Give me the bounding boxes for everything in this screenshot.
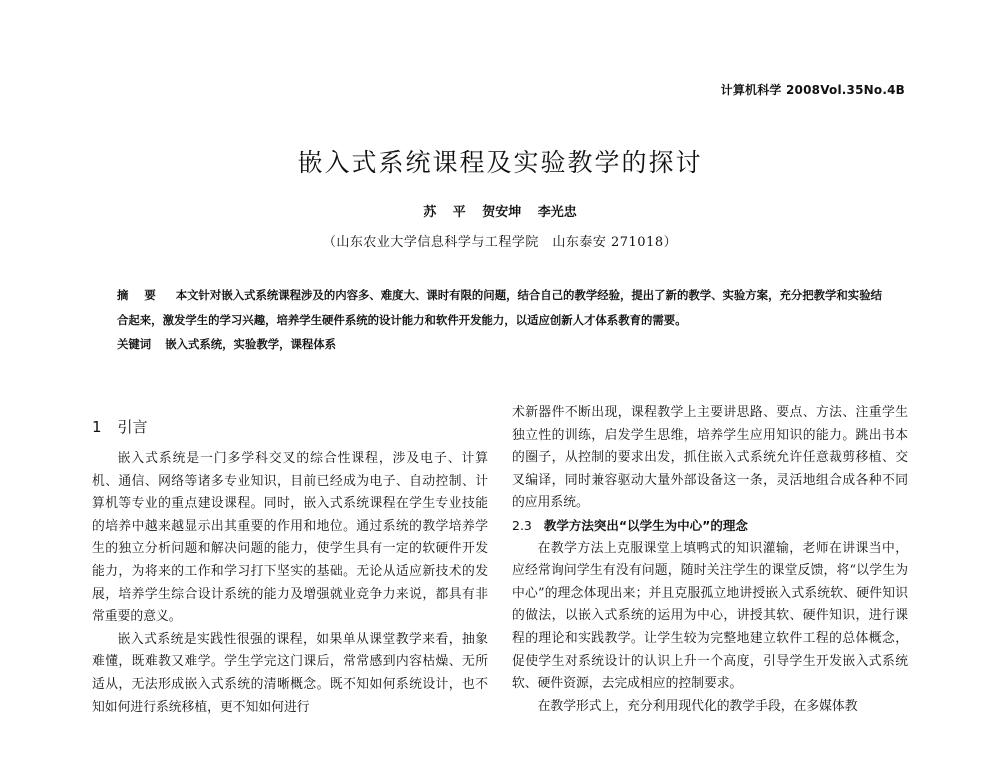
author-list: 苏 平 贺安坤 李光忠 — [423, 205, 577, 220]
paper-title: 嵌入式系统课程及实验教学的探讨 — [297, 148, 703, 177]
journal-header: 计算机科学 2008Vol.35No.4B — [720, 83, 905, 97]
body-paragraph: 在教学形式上，充分利用现代化的教学手段，在多媒体教 — [537, 698, 858, 714]
abstract-label: 摘 要 — [117, 288, 162, 302]
subsection-title: 教学方法突出“以学生为中心”的理念 — [543, 517, 748, 533]
body-paragraph-continued: 术新器件不断出现，课程教学上主要讲思路、要点、方法、注重学生独立性的训练，启发学生思维，培养学生应用知识的能力。跳出书本的圈子，从控制的要求出发，抓住嵌入式系统允许任意裁剪移植、交叉编译，同时兼容驱动大量外部设备这一条，灵活地组合成各种不同的应用系统。 — [512, 405, 908, 511]
abstract-paragraph — [117, 283, 891, 332]
section-number: 1 — [92, 418, 102, 436]
keywords-text: 嵌入式系统，实验教学，课程体系 — [165, 337, 337, 351]
right-column — [512, 402, 908, 718]
left-column — [92, 402, 488, 719]
abstract-text: 本文针对嵌入式系统课程涉及的内容多、难度大、课时有限的问题，结合自己的教学经验，提出了新的教学、实验方案，充分把教学和实验结合起来，激发学生的学习兴趣，培养学生硬件系统的设计能力和软件开发能力，以适应创新人才体系教育的需要。 — [117, 288, 882, 327]
body-paragraph: 嵌入式系统是一门多学科交叉的综合性课程，涉及电子、计算机、通信、网络等诸多专业知识，目前已经成为电子、自动控制、计算机等专业的重点建设课程。同时，嵌入式系统课程在学生专业技能的培养中越来越显示出其重要的作用和地位。通过系统的教学培养学生的独立分析问题和解决问题的能力，使学生具有一定的软硬件开发能力，为将来的工作和学习打下坚实的基础。无论从适应新技术的发展，培养学生综合设计系统的能力及增强就业竞争力来说，都具有非常重要的意义。 — [92, 451, 488, 625]
subsection-heading — [512, 515, 908, 538]
body-paragraph: 在教学方法上克服课堂上填鸭式的知识灌输，老师在讲课当中，应经常询问学生有没有问题，随时关注学生的课堂反馈，将“以学生为中心”的理念体现出来；并且克服孤立地讲授嵌入式系统软、硬件知识的做法，以嵌入式系统的运用为中心，讲授其软、硬件知识，进行课程的理论和实践教学。让学生较为完整地建立软件工程的总体概念，促使学生对系统设计的认识上升一个高度，引导学生开发嵌入式系统软、硬件资源，去完成相应的控制要求。 — [512, 540, 908, 692]
keywords-label: 关键词 — [117, 337, 152, 351]
author-affiliation: （山东农业大学信息科学与工程学院 山东泰安 271018） — [322, 235, 678, 250]
section-title: 引言 — [117, 418, 148, 436]
keywords-paragraph — [117, 332, 891, 357]
abstract-block — [117, 283, 891, 357]
section-heading — [92, 416, 488, 438]
body-paragraph: 嵌入式系统是实践性很强的课程，如果单从课堂教学来看，抽象难懂，既难教又难学。学生学完这门课后，常常感到内容枯燥、无所适从，无法形成嵌入式系统的清晰概念。既不知如何系统设计，也不知如何进行系统移植，更不知如何进行 — [92, 631, 488, 715]
subsection-number: 2.3 — [512, 517, 532, 533]
